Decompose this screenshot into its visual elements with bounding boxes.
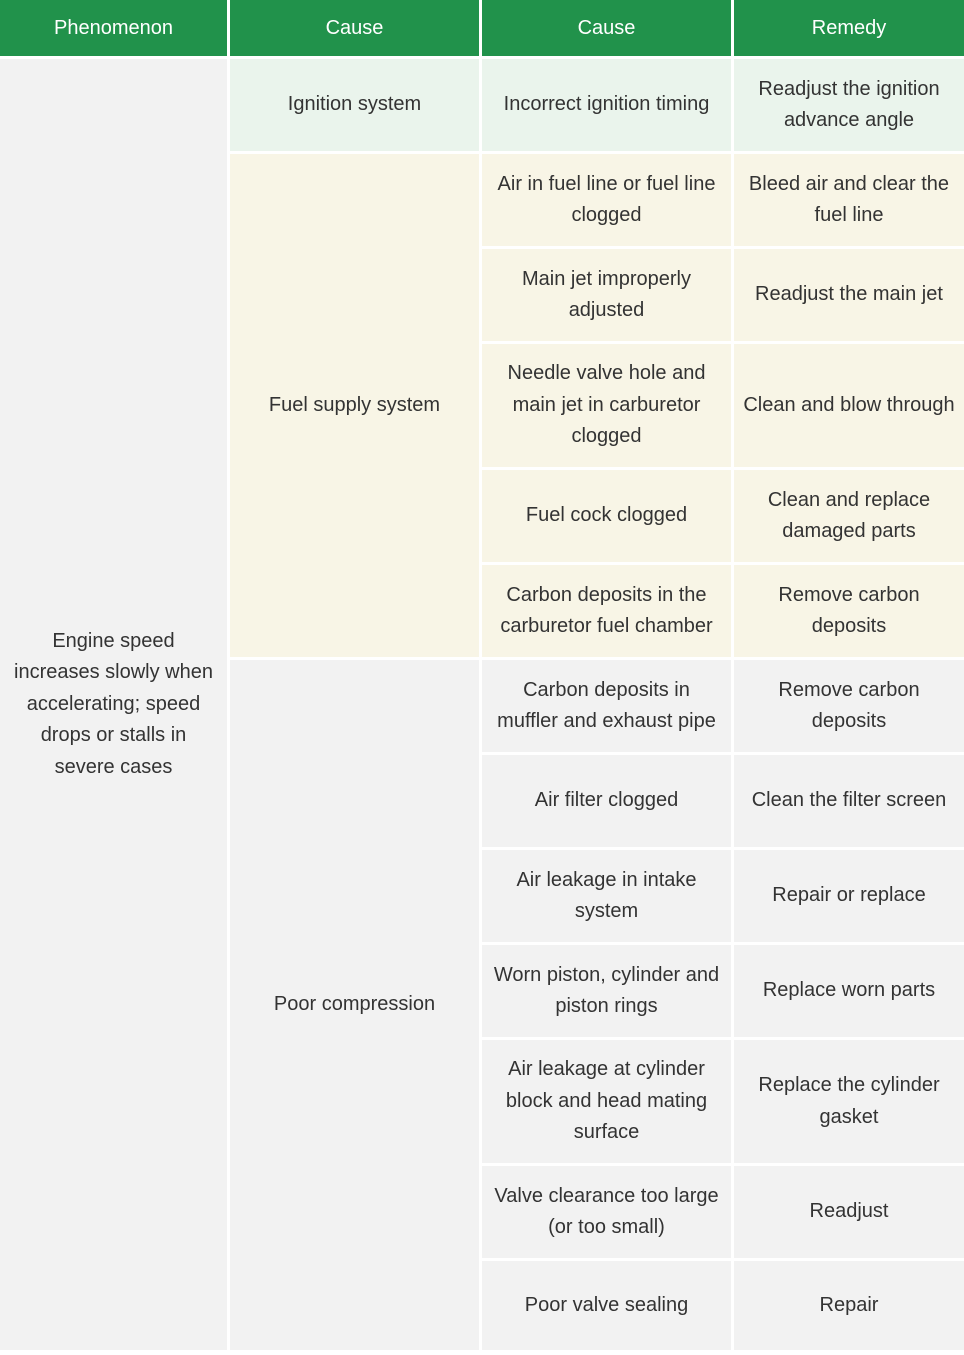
remedy-cell: Remove carbon deposits (734, 565, 964, 660)
remedy-cell: Clean and blow through (734, 344, 964, 470)
table-header (0, 0, 964, 59)
cause-cell: Main jet improperly adjusted (482, 249, 734, 344)
remedy-cell: Bleed air and clear the fuel line (734, 154, 964, 249)
remedy-cell: Readjust the ignition advance angle (734, 59, 964, 154)
table-row (0, 59, 964, 154)
cause-group-compression: Poor compression (230, 660, 482, 1353)
remedy-cell: Repair (734, 1261, 964, 1353)
phenomenon-cell: Engine speed increases slowly when accelerating; speed drops or stalls in severe cases (0, 59, 230, 1353)
cause-cell: Carbon deposits in muffler and exhaust pipe (482, 660, 734, 755)
header-cause-group: Cause (230, 0, 482, 59)
cause-cell: Fuel cock clogged (482, 470, 734, 565)
remedy-cell: Repair or replace (734, 850, 964, 945)
cause-cell: Air in fuel line or fuel line clogged (482, 154, 734, 249)
remedy-cell: Readjust the main jet (734, 249, 964, 344)
cause-cell: Worn piston, cylinder and piston rings (482, 945, 734, 1040)
cause-cell: Poor valve sealing (482, 1261, 734, 1353)
remedy-cell: Readjust (734, 1166, 964, 1261)
cause-cell: Needle valve hole and main jet in carburetor clogged (482, 344, 734, 470)
remedy-cell: Remove carbon deposits (734, 660, 964, 755)
remedy-cell: Replace the cylinder gasket (734, 1040, 964, 1166)
cause-cell: Valve clearance too large (or too small) (482, 1166, 734, 1261)
remedy-cell: Clean the filter screen (734, 755, 964, 850)
cause-group-fuel: Fuel supply system (230, 154, 482, 660)
cause-cell: Air filter clogged (482, 755, 734, 850)
header-remedy: Remedy (734, 0, 964, 59)
cause-cell: Air leakage at cylinder block and head mating surface (482, 1040, 734, 1166)
cause-cell: Air leakage in intake system (482, 850, 734, 945)
header-cause-detail: Cause (482, 0, 734, 59)
cause-cell: Incorrect ignition timing (482, 59, 734, 154)
remedy-cell: Clean and replace damaged parts (734, 470, 964, 565)
cause-group-ignition: Ignition system (230, 59, 482, 154)
header-phenomenon: Phenomenon (0, 0, 230, 59)
remedy-cell: Replace worn parts (734, 945, 964, 1040)
cause-cell: Carbon deposits in the carburetor fuel chamber (482, 565, 734, 660)
